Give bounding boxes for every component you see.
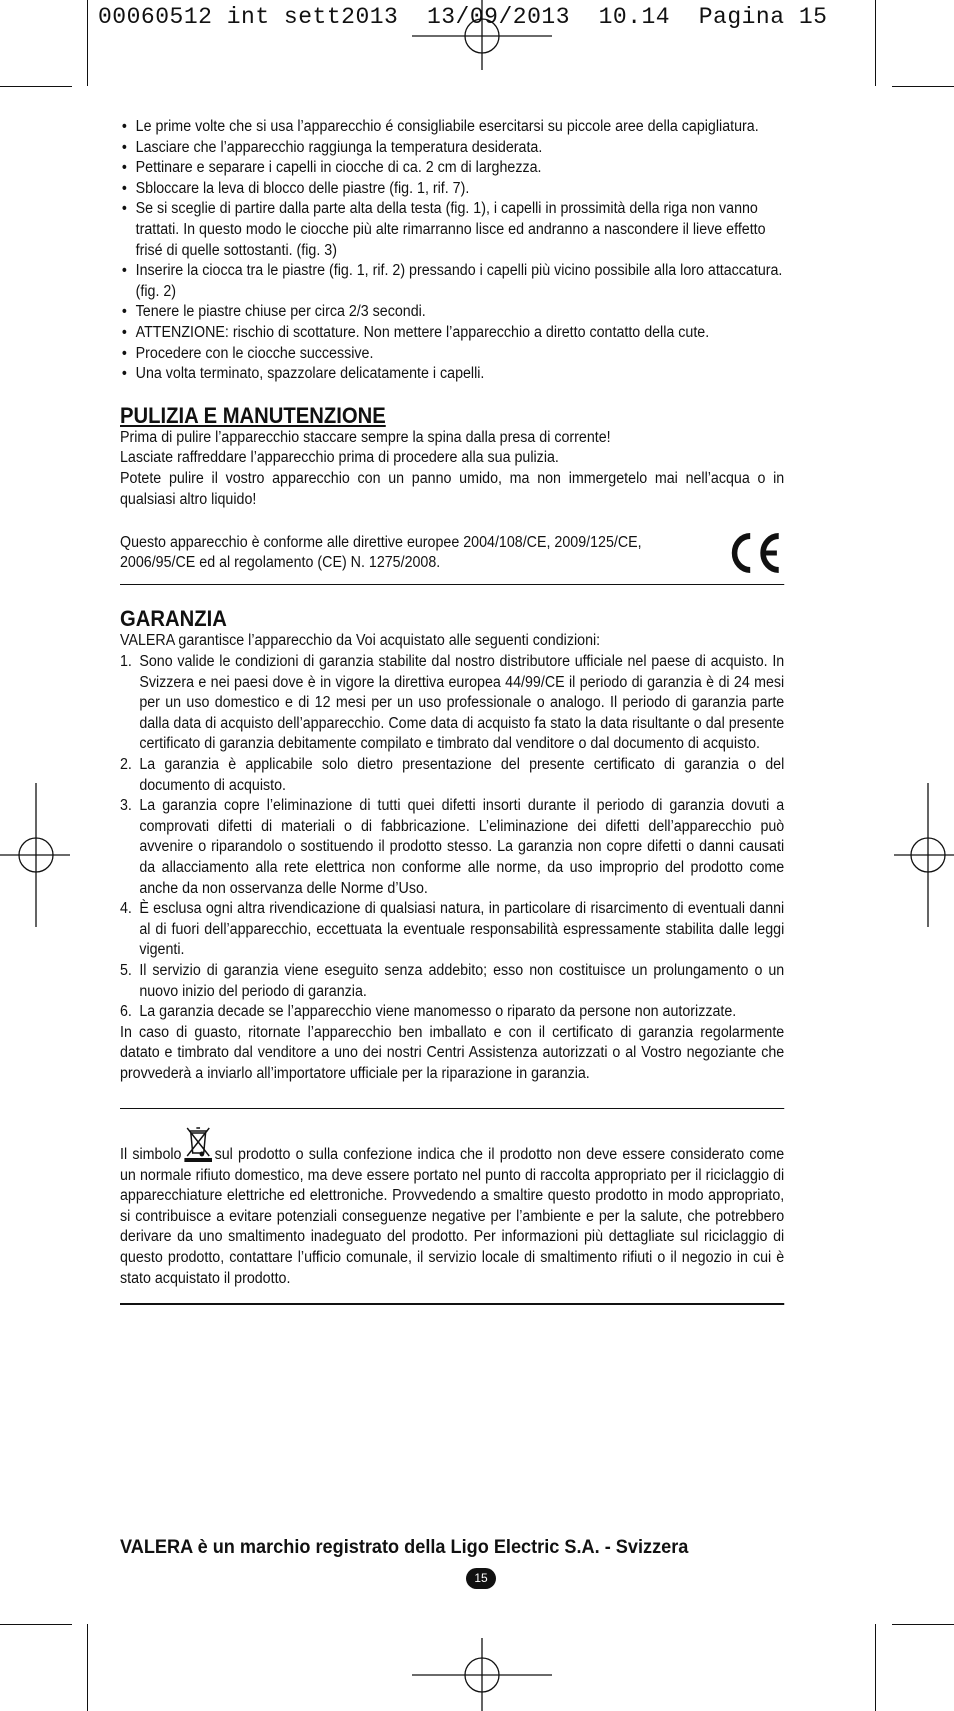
disposal-paragraph [120,1125,784,1289]
crop-mark-bottom-left-h [0,1624,72,1625]
crop-mark-bottom-right-h [892,1624,954,1625]
list-item [120,796,784,899]
cleaning-paragraph: Potete pulire il vostro apparecchio con un panno umido, ma non immergetelo mai nell’acqua o in qualsiasi altro liquido! [120,469,785,508]
item-number: 4. [120,900,132,918]
section-divider [120,584,784,585]
disposal-text-rest: sul prodotto o sulla confezione indica che il prodotto non deve essere considerato come un normale rifiuto domestico, ma deve essere portato nel punto di raccolta appropriato per il riciclaggio di apparecchiature elettriche ed elettroniche. Provvedendo a smaltire questo prodotto in modo appropriato, si contribuisce a evitare potenziali conseguenze negative per l’ambiente e per la salute, che potrebbero derivare da uno smaltimento inadeguato del prodotto. Per informazioni più dettagliate sul riciclaggio di questo prodotto, contattare l’ufficio comunale, il servizio locale di smaltimento rifiuti o il negozio in cui è stato acquistato il prodotto. [120,1145,785,1287]
ce-mark-icon [725,530,782,576]
registration-crosshair-icon [892,783,954,927]
slug-part-2: 9 [484,4,499,30]
item-number: 1. [120,653,132,671]
registration-crosshair-icon [0,783,72,927]
crop-mark-bottom-right-v [875,1624,876,1711]
warranty-intro: VALERA garantisce l’apparecchio da Voi acquistato alle seguenti condizioni: [120,632,601,650]
brand-trademark-note: VALERA è un marchio registrato della Ligo Electric S.A. - Svizzera [120,1536,689,1558]
slug-part-3: /2013 10.14 Pagina 15 [498,4,828,30]
page-content [120,117,784,1305]
slug-part-1: 00060512 int sett2013 13/0 [98,4,485,30]
warranty-heading: GARANZIA [120,606,227,632]
item-number: 5. [120,961,132,979]
page-number-badge: 15 [466,1568,496,1589]
section-divider [120,1303,784,1305]
list-item: • Procedere con le ciocche successive. [120,344,784,365]
list-item: • Pettinare e separare i capelli in ciocche di ca. 2 cm di larghezza. [120,158,784,179]
conformity-block [120,530,784,576]
conformity-line: 2006/95/CE ed al regolamento (CE) N. 1275/2008. [120,554,441,572]
list-item: • Sbloccare la leva di blocco delle piastre (fig. 1, rif. 7). [120,179,784,200]
registration-crosshair-icon [410,0,554,72]
section-divider [120,1108,784,1109]
list-item [120,755,784,796]
list-item: • Le prime volte che si usa l’apparecchio é consigliabile esercitarsi su piccole aree della capigliatura. [120,117,784,138]
conformity-text [120,533,642,574]
registration-crosshair-icon [410,1638,554,1711]
item-text: La garanzia decade se l’apparecchio viene manomesso o riparato da persone non autorizzate. [139,1003,737,1021]
crop-mark-bottom-left-v [87,1624,88,1711]
usage-instructions-list [120,117,784,385]
list-item: • Lasciare che l’apparecchio raggiunga la temperatura desiderata. [120,138,784,159]
item-text: È esclusa ogni altra rivendicazione di qualsiasi natura, in particolare di risarcimento di eventuali danni al di fuori dell’apparecchio, eccettuata la eventuale responsabilità espressamente stabilita dalle leggi vigenti. [139,900,785,959]
crop-mark-top-left-h [0,86,72,87]
list-item: • Tenere le piastre chiuse per circa 2/3 secondi. [120,302,784,323]
item-number: 6. [120,1003,132,1021]
item-number: 2. [120,756,132,774]
cleaning-paragraph: Prima di pulire l’apparecchio staccare sempre la spina dalla presa di corrente! [120,428,611,446]
warranty-conditions-list [120,652,784,1023]
item-text: Sono valide le condizioni di garanzia stabilite dal nostro distributore ufficiale nel paese di acquisto. In Svizzera e nei paesi dove è in vigore la direttiva europea 44/99/CE il periodo di garanzia è di 24 mesi per un uso domestico e di 12 mesi per un uso professionale o analogo. Il periodo di garanzia parte dalla data di acquisto dell’apparecchio. Come data di acquisto fa stato la data risultante o dal presente certificato di garanzia debitamente compilato e timbrato dal venditore o dal documento di acquisto. [139,653,785,753]
item-text: La garanzia è applicabile solo dietro presentazione del presente certificato di garanzia o del documento di acquisto. [139,756,785,794]
list-item: • ATTENZIONE: rischio di scottature. Non mettere l’apparecchio a diretto contatto della cute. [120,323,784,344]
list-item: • Se si sceglie di partire dalla parte alta della testa (fig. 1), i capelli in prossimità della riga non vanno trattati. In questo modo le ciocche più alte rimarranno lisce ed andranno a nascondere il lieve effetto frisé di quelle sottostanti. (fig. 3) [120,199,784,261]
conformity-line: Questo apparecchio è conforme alle direttive europee 2004/108/CE, 2009/125/CE, [120,533,642,551]
item-text: Il servizio di garanzia viene eseguito senza addebito; esso non costituisce un prolungamento o un nuovo inizio del periodo di garanzia. [139,961,785,1000]
list-item [120,899,784,961]
crossed-out-wheelie-bin-icon [181,1125,214,1163]
cleaning-paragraph: Lasciate raffreddare l’apparecchio prima di procedere alla sua pulizia. [120,449,559,467]
list-item [120,652,784,755]
list-item [120,961,784,1002]
item-text: La garanzia copre l’eliminazione di tutti quei difetti insorti durante il periodo di garanzia dovuti a comprovati difetti di materiali o di fabbricazione. L’eliminazione dei difetti dell’apparecchio può avvenire o riparandolo o sostituendo il prodotto stesso. La garanzia non copre difetti o danni causati da allacciamento alla rete elettrica non conforme alle norme, da uso improprio del prodotto come anche da non osservanza delle Norme d’Uso. [139,797,785,897]
item-number: 3. [120,797,132,815]
list-item [120,1002,784,1023]
list-item: • Una volta terminato, spazzolare delicatamente i capelli. [120,364,784,385]
warranty-closing: In caso di guasto, ritornate l’apparecchio ben imballato e con il certificato di garanzia regolarmente datato e timbrato dal venditore a uno dei nostri Centri Assistenza autorizzati o al Vostro negoziante che provvederà a inviarlo all’importatore ufficiale per la riparazione in garanzia. [120,1023,785,1082]
cleaning-heading: PULIZIA E MANUTENZIONE [120,402,386,428]
crop-mark-top-right-v [875,0,876,86]
crop-mark-top-left-v [87,0,88,86]
disposal-text-start: Il simbolo [120,1145,182,1163]
list-item: • Inserire la ciocca tra le piastre (fig. 1, rif. 2) pressando i capelli più vicino possibile alla loro attaccatura. (fig. 2) [120,261,784,302]
crop-mark-top-right-h [892,86,954,87]
